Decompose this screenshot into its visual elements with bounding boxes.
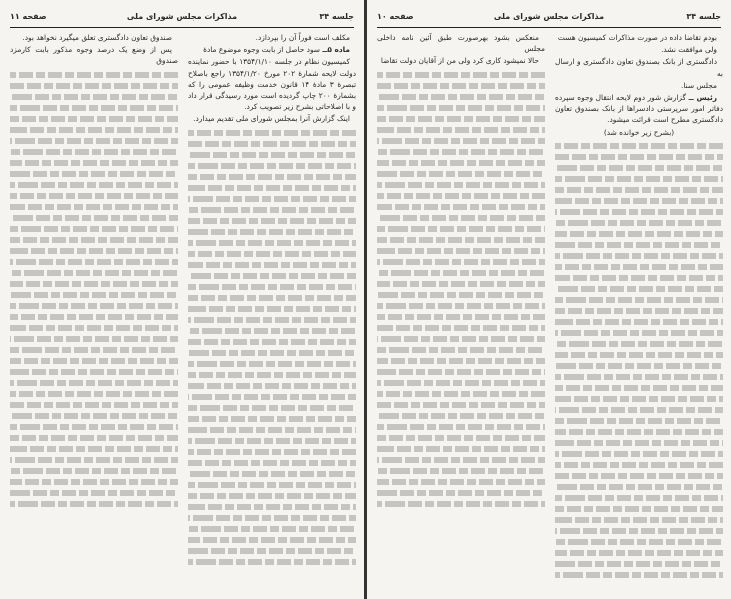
print-line bbox=[377, 94, 545, 100]
print-line bbox=[188, 493, 356, 499]
print-line bbox=[10, 94, 178, 100]
paragraph bbox=[377, 32, 545, 54]
print-line bbox=[555, 550, 723, 556]
print-line bbox=[188, 295, 356, 301]
print-line bbox=[188, 449, 356, 455]
print-line bbox=[555, 484, 723, 490]
print-line bbox=[555, 539, 723, 545]
print-line bbox=[10, 424, 178, 430]
paragraph-text: اینک گزارش آنرا بمجلس شورای ملی تقدیم میدارد. bbox=[193, 114, 350, 124]
paragraph bbox=[377, 55, 545, 66]
paragraph-text: منعکس بشود بهرصورت طبق آئین نامه داخلی مجلس bbox=[377, 33, 545, 54]
print-line bbox=[10, 171, 178, 177]
print-line bbox=[188, 427, 356, 433]
paragraph bbox=[555, 56, 723, 78]
print-line bbox=[10, 336, 178, 342]
paragraph-text: سود حاصل از بابت وجوه موضوع مادهٔ bbox=[203, 45, 320, 55]
print-line bbox=[555, 506, 723, 512]
print-line bbox=[377, 270, 545, 276]
print-line bbox=[10, 358, 178, 364]
print-line bbox=[377, 226, 545, 232]
print-line bbox=[188, 284, 356, 290]
paragraph bbox=[188, 44, 356, 55]
print-line bbox=[188, 218, 356, 224]
print-line bbox=[188, 482, 356, 488]
print-line bbox=[377, 138, 545, 144]
print-line bbox=[377, 193, 545, 199]
paragraph bbox=[555, 92, 723, 126]
print-line bbox=[10, 314, 178, 320]
print-line bbox=[377, 259, 545, 265]
paragraph bbox=[10, 32, 178, 43]
text-column-left bbox=[377, 32, 545, 592]
print-line bbox=[10, 413, 178, 419]
paragraph-text: دادگستری از بانک بصندوق تعاون دادگستری و ارسال به bbox=[555, 57, 723, 78]
print-line bbox=[188, 339, 356, 345]
print-line bbox=[10, 468, 178, 474]
print-line bbox=[555, 319, 723, 325]
print-line bbox=[555, 374, 723, 380]
header-rule bbox=[10, 27, 354, 28]
left-page bbox=[0, 0, 364, 599]
print-line bbox=[10, 281, 178, 287]
print-line bbox=[377, 347, 545, 353]
paragraph bbox=[10, 44, 178, 66]
print-line bbox=[188, 328, 356, 334]
print-line bbox=[10, 182, 178, 188]
print-line bbox=[377, 171, 545, 177]
header-rule bbox=[377, 27, 721, 28]
print-line bbox=[377, 402, 545, 408]
print-line bbox=[555, 352, 723, 358]
print-line bbox=[10, 501, 178, 507]
paragraph-text: ولی موافقت نشد. bbox=[661, 45, 717, 55]
print-line bbox=[10, 479, 178, 485]
print-line bbox=[555, 275, 723, 281]
print-line bbox=[188, 273, 356, 279]
print-line bbox=[10, 127, 178, 133]
print-line bbox=[555, 429, 723, 435]
print-line bbox=[377, 358, 545, 364]
print-line bbox=[555, 198, 723, 204]
text-column-right bbox=[188, 32, 356, 592]
print-line bbox=[555, 462, 723, 468]
print-line bbox=[555, 242, 723, 248]
paragraph bbox=[188, 32, 356, 43]
print-line bbox=[10, 259, 178, 265]
print-line bbox=[188, 185, 356, 191]
right-page bbox=[367, 0, 731, 599]
print-line bbox=[555, 187, 723, 193]
print-line bbox=[555, 176, 723, 182]
print-line bbox=[377, 127, 545, 133]
paragraph-text: کمیسیون نظام در جلسه ۱۳۵۴/۱/۱۰ با حضور نماینده دولت لایحه شمارهٔ ۲۰۲ مورخ ۱۳۵۴/۱/۲۰ راجع باصلاح تبصرهٔ ۳ مادهٔ ۱۴ قانون خدمت وظیفه عمومی را که بشمارهٔ ۲۰۰ چاپ گردیده است مورد رسیدگی قرار داد و با اصلاحاتی بشرح زیر تصویب کرد. bbox=[188, 57, 356, 112]
print-line bbox=[188, 229, 356, 235]
paragraph bbox=[188, 113, 356, 124]
print-line bbox=[377, 479, 545, 485]
print-line bbox=[377, 83, 545, 89]
print-line bbox=[377, 182, 545, 188]
print-line bbox=[188, 306, 356, 312]
print-line bbox=[188, 559, 356, 565]
print-line bbox=[10, 303, 178, 309]
print-line bbox=[188, 504, 356, 510]
print-line bbox=[377, 468, 545, 474]
print-line bbox=[10, 149, 178, 155]
print-line bbox=[10, 116, 178, 122]
session-number: جلسه ۳۴ bbox=[319, 12, 354, 21]
print-line bbox=[10, 435, 178, 441]
print-line bbox=[555, 407, 723, 413]
print-line bbox=[10, 490, 178, 496]
paragraph-text: حالا نمیشود کاری کرد ولی من از آقایان دولت تقاضا bbox=[380, 56, 539, 66]
print-line bbox=[188, 460, 356, 466]
print-line bbox=[555, 473, 723, 479]
print-line bbox=[10, 237, 178, 243]
print-line bbox=[555, 231, 723, 237]
paragraph-text: مجلس سنا. bbox=[681, 80, 717, 90]
page-number: صفحه ۱۰ bbox=[377, 12, 414, 21]
print-line bbox=[188, 548, 356, 554]
paragraph-text: پس از وضع یک درصد وجوه مذکور بابت کارمزد صندوق bbox=[10, 45, 178, 66]
print-line bbox=[377, 490, 545, 496]
print-line bbox=[188, 262, 356, 268]
paragraph-text: صندوق تعاون دادگستری تعلق میگیرد نخواهد بود. bbox=[22, 33, 172, 42]
print-line bbox=[188, 471, 356, 477]
speaker-label: رئیس ــ bbox=[688, 93, 717, 103]
print-line bbox=[555, 264, 723, 270]
paragraph-text: (بشرح زیر خوانده شد) bbox=[603, 127, 675, 137]
print-line bbox=[10, 270, 178, 276]
paragraph bbox=[188, 56, 356, 112]
print-line bbox=[377, 116, 545, 122]
print-line bbox=[188, 152, 356, 158]
header-title: مذاکرات مجلس شورای ملی bbox=[126, 12, 238, 21]
page-header bbox=[10, 12, 354, 26]
print-line bbox=[377, 369, 545, 375]
print-line bbox=[188, 438, 356, 444]
print-line bbox=[377, 391, 545, 397]
print-line bbox=[10, 83, 178, 89]
print-line bbox=[188, 130, 356, 136]
print-line bbox=[188, 416, 356, 422]
print-line bbox=[188, 174, 356, 180]
print-line bbox=[188, 317, 356, 323]
print-line bbox=[10, 138, 178, 144]
print-line bbox=[555, 143, 723, 149]
print-line bbox=[377, 248, 545, 254]
print-line bbox=[10, 72, 178, 78]
print-line bbox=[377, 204, 545, 210]
print-line bbox=[188, 361, 356, 367]
page-header bbox=[377, 12, 721, 26]
print-line bbox=[10, 248, 178, 254]
print-line bbox=[188, 515, 356, 521]
print-line bbox=[555, 341, 723, 347]
session-number: جلسه ۳۴ bbox=[686, 12, 721, 21]
print-line bbox=[10, 380, 178, 386]
print-line bbox=[10, 193, 178, 199]
print-line bbox=[10, 457, 178, 463]
paragraph-text: بودم تقاضا داده در صورت مذاکرات کمیسیون هست bbox=[557, 33, 717, 42]
print-line bbox=[188, 207, 356, 213]
print-line bbox=[377, 149, 545, 155]
print-line bbox=[377, 435, 545, 441]
print-line bbox=[377, 380, 545, 386]
print-line bbox=[10, 347, 178, 353]
print-line bbox=[555, 517, 723, 523]
print-line bbox=[555, 297, 723, 303]
print-line bbox=[188, 526, 356, 532]
paragraph bbox=[555, 127, 723, 138]
print-line bbox=[377, 292, 545, 298]
print-line bbox=[377, 457, 545, 463]
print-line bbox=[188, 383, 356, 389]
print-line bbox=[10, 402, 178, 408]
print-line bbox=[555, 440, 723, 446]
print-line bbox=[188, 350, 356, 356]
print-line bbox=[377, 446, 545, 452]
print-line bbox=[188, 196, 356, 202]
print-line bbox=[555, 363, 723, 369]
paragraph bbox=[555, 32, 723, 43]
print-line bbox=[377, 105, 545, 111]
print-line bbox=[10, 226, 178, 232]
print-line bbox=[555, 253, 723, 259]
print-line bbox=[555, 418, 723, 424]
text-column-right bbox=[555, 32, 723, 592]
print-line bbox=[555, 528, 723, 534]
print-line bbox=[555, 165, 723, 171]
print-line bbox=[377, 215, 545, 221]
paragraph-text: گزارش شور دوم لایحه انتقال وجوه سپرده دفاتر امور سرپرستی دادسراها از بانک بصندوق تعاون دادگستری مطرح است قرائت میشود. bbox=[555, 93, 723, 125]
paragraph-text: مکلف است فوراً آن را بپردازد. bbox=[255, 33, 350, 42]
text-column-left bbox=[10, 32, 178, 592]
print-line bbox=[10, 369, 178, 375]
print-line bbox=[555, 385, 723, 391]
print-line bbox=[188, 372, 356, 378]
print-line bbox=[377, 336, 545, 342]
speaker-label: ماده ۵ــ bbox=[322, 45, 350, 55]
print-line bbox=[377, 413, 545, 419]
page-number: صفحه ۱۱ bbox=[10, 12, 47, 21]
print-line bbox=[555, 396, 723, 402]
print-line bbox=[555, 154, 723, 160]
print-line bbox=[188, 141, 356, 147]
print-line bbox=[377, 281, 545, 287]
print-line bbox=[377, 325, 545, 331]
print-line bbox=[10, 292, 178, 298]
print-line bbox=[377, 72, 545, 78]
print-line bbox=[555, 561, 723, 567]
print-line bbox=[377, 424, 545, 430]
print-line bbox=[377, 237, 545, 243]
print-line bbox=[10, 105, 178, 111]
print-line bbox=[555, 286, 723, 292]
print-line bbox=[555, 308, 723, 314]
print-line bbox=[377, 314, 545, 320]
header-title: مذاکرات مجلس شورای ملی bbox=[493, 12, 605, 21]
print-line bbox=[188, 240, 356, 246]
print-line bbox=[188, 394, 356, 400]
print-line bbox=[555, 572, 723, 578]
print-line bbox=[555, 220, 723, 226]
print-line bbox=[188, 537, 356, 543]
print-line bbox=[555, 451, 723, 457]
print-line bbox=[188, 405, 356, 411]
print-line bbox=[555, 209, 723, 215]
print-line bbox=[377, 303, 545, 309]
print-line bbox=[10, 446, 178, 452]
paragraph bbox=[555, 44, 723, 55]
print-line bbox=[555, 330, 723, 336]
print-line bbox=[555, 495, 723, 501]
print-line bbox=[10, 391, 178, 397]
print-line bbox=[10, 204, 178, 210]
print-line bbox=[188, 251, 356, 257]
paragraph bbox=[555, 80, 723, 91]
print-line bbox=[10, 215, 178, 221]
print-line bbox=[188, 163, 356, 169]
print-line bbox=[377, 501, 545, 507]
print-line bbox=[377, 160, 545, 166]
print-line bbox=[10, 160, 178, 166]
print-line bbox=[10, 325, 178, 331]
